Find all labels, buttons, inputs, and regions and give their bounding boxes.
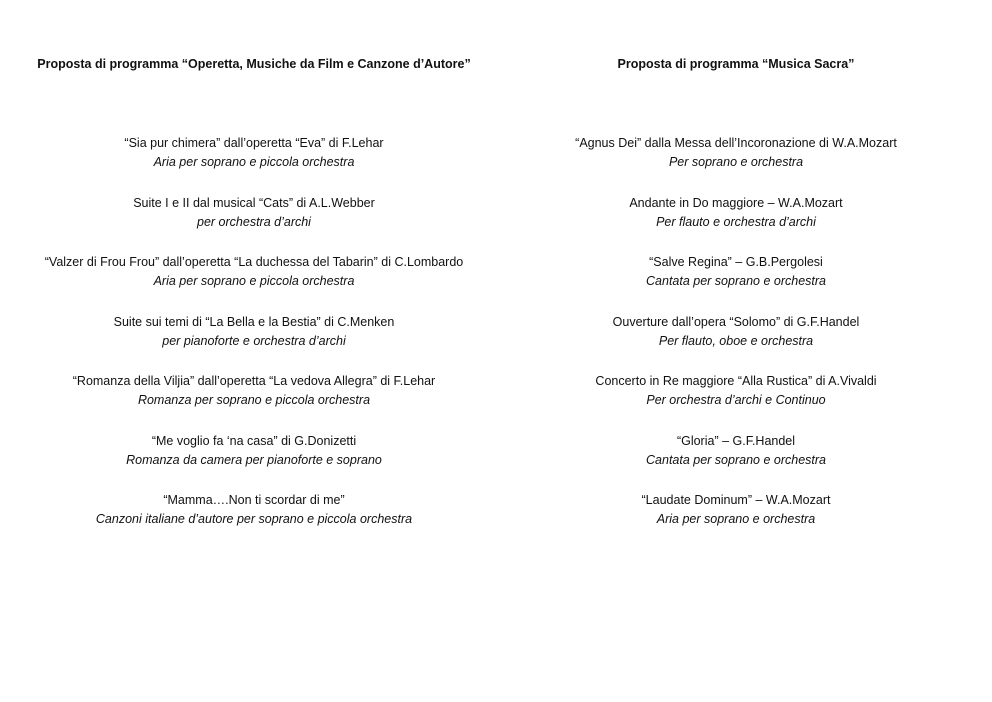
program-item (526, 194, 946, 254)
program-item (526, 491, 946, 551)
program-item-subtitle: per pianoforte e orchestra d’archi (162, 333, 346, 348)
program-item-subtitle: Canzoni italiane d’autore per soprano e piccola orchestra (95, 512, 413, 526)
program-item (526, 313, 946, 373)
program-item (24, 491, 484, 551)
left-program-list (24, 134, 484, 551)
program-item (24, 372, 484, 432)
program-item-title: Andante in Do maggiore – W.A.Mozart (629, 195, 843, 210)
program-item (526, 134, 946, 194)
program-item-subtitle: per orchestra d’archi (197, 214, 311, 229)
program-item (24, 194, 484, 254)
program-item-subtitle: Cantata per soprano e orchestra (646, 452, 826, 467)
program-item-subtitle: Per orchestra d’archi e Continuo (646, 393, 826, 407)
program-item-title: “Valzer di Frou Frou” dall’operetta “La duchessa del Tabarin” di C.Lombardo (44, 255, 464, 269)
program-item-subtitle: Per flauto, oboe e orchestra (658, 333, 814, 348)
program-item-title: Concerto in Re maggiore “Alla Rustica” di A.Vivaldi (595, 374, 877, 388)
program-item-title: Suite I e II dal musical “Cats” di A.L.Webber (133, 195, 375, 210)
left-program-title: Proposta di programma “Operetta, Musiche da Film e Canzone d’Autore” (37, 57, 471, 71)
program-item (24, 432, 484, 492)
program-item-title: Ouverture dall’opera “Solomo” di G.F.Handel (612, 314, 860, 329)
program-item (24, 313, 484, 373)
right-program-title: Proposta di programma “Musica Sacra” (617, 57, 855, 71)
program-item-title: “Romanza della Viljia” dall’operetta “La vedova Allegra” di F.Lehar (72, 374, 436, 388)
program-item (526, 372, 946, 432)
program-item-title: “Sia pur chimera” dall’operetta “Eva” di F.Lehar (124, 136, 384, 150)
program-item-title: “Mamma….Non ti scordar di me” (163, 493, 345, 507)
program-item (24, 253, 484, 313)
program-item-title: Suite sui temi di “La Bella e la Bestia” di C.Menken (113, 314, 395, 329)
program-item-title: “Agnus Dei” dalla Messa dell’Incoronazione di W.A.Mozart (575, 136, 897, 150)
program-item-title: “Laudate Dominum” – W.A.Mozart (641, 493, 831, 507)
program-item-subtitle: Aria per soprano e orchestra (656, 512, 816, 526)
program-item-subtitle: Per soprano e orchestra (668, 155, 804, 169)
program-item (526, 432, 946, 492)
program-item-subtitle: Romanza da camera per pianoforte e soprano (126, 452, 382, 467)
program-item-subtitle: Romanza per soprano e piccola orchestra (137, 393, 371, 407)
program-item (24, 134, 484, 194)
program-item-title: “Me voglio fa ‘na casa” di G.Donizetti (151, 433, 357, 448)
program-item-subtitle: Cantata per soprano e orchestra (646, 274, 826, 288)
right-program-list (526, 134, 946, 551)
program-item (526, 253, 946, 313)
program-item-subtitle: Aria per soprano e piccola orchestra (153, 155, 355, 169)
program-item-subtitle: Aria per soprano e piccola orchestra (153, 274, 355, 288)
program-item-title: “Salve Regina” – G.B.Pergolesi (649, 255, 823, 269)
program-item-subtitle: Per flauto e orchestra d’archi (656, 214, 816, 229)
program-item-title: “Gloria” – G.F.Handel (676, 433, 796, 448)
